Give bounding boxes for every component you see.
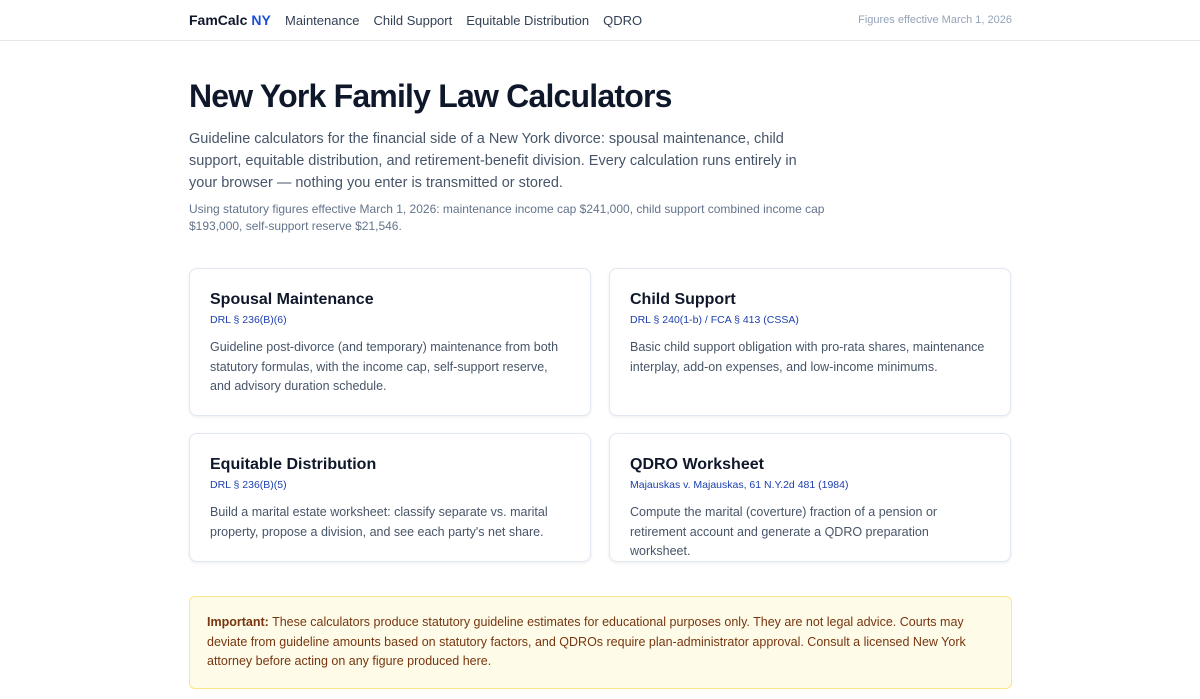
disclaimer-notice: [189, 596, 1012, 689]
card-citation: DRL § 240(1-b) / FCA § 413 (CSSA): [630, 314, 799, 326]
card-child-support[interactable]: [609, 268, 1011, 416]
card-description: Build a marital estate worksheet: classify separate vs. marital property, propose a division, and see each party's net share.: [210, 505, 548, 539]
intro-text: Guideline calculators for the financial side of a New York divorce: spousal maintenance, child support, equitable distribution, and retirement-benefit division. Every calculation runs entirely in your browser — nothing you enter is transmitted or stored.: [189, 131, 797, 191]
card-title: Equitable Distribution: [210, 456, 377, 473]
card-citation: DRL § 236(B)(6): [210, 314, 287, 326]
nav-link-qdro[interactable]: QDRO: [603, 13, 643, 28]
nav-link-maintenance[interactable]: Maintenance: [285, 13, 360, 28]
disclaimer-label: Important:: [207, 615, 269, 629]
brand-name: FamCalc: [189, 12, 248, 28]
card-title: Spousal Maintenance: [210, 291, 374, 308]
nav-link-child-support[interactable]: Child Support: [373, 13, 453, 28]
nav-link-equitable-distribution[interactable]: Equitable Distribution: [466, 13, 590, 28]
card-description: Guideline post-divorce (and temporary) maintenance from both statutory formulas, with the income cap, self-support reserve, and advisory duration schedule.: [210, 340, 559, 393]
statutory-figures-note: Using statutory figures effective March 1, 2026: maintenance income cap $241,000, child support combined income cap $193,000, self-support reserve $21,546.: [189, 202, 825, 233]
top-nav: [0, 0, 1200, 41]
nav-links: [285, 13, 642, 28]
card-description: Basic child support obligation with pro-rata shares, maintenance interplay, add-on expenses, and low-income minimums.: [630, 340, 985, 374]
card-description: Compute the marital (coverture) fraction of a pension or retirement account and generate a QDRO preparation worksheet.: [630, 505, 938, 558]
figures-effective-note: Figures effective March 1, 2026: [858, 14, 1012, 26]
card-equitable-distribution[interactable]: [189, 433, 591, 562]
card-spousal-maintenance[interactable]: [189, 268, 591, 416]
card-title: Child Support: [630, 291, 736, 308]
page-title: New York Family Law Calculators: [189, 78, 672, 114]
brand-accent: NY: [251, 12, 271, 28]
brand-logo[interactable]: [189, 12, 271, 28]
card-qdro-worksheet[interactable]: [609, 433, 1011, 562]
card-citation: DRL § 236(B)(5): [210, 479, 287, 491]
card-citation: Majauskas v. Majauskas, 61 N.Y.2d 481 (1984): [630, 479, 849, 491]
disclaimer-text: These calculators produce statutory guideline estimates for educational purposes only. They are not legal advice. Courts may deviate from guideline amounts based on statutory factors, and QDROs require plan-administrator approval. Consult a licensed New York attorney before acting on any figure produced here.: [207, 615, 966, 668]
card-title: QDRO Worksheet: [630, 456, 764, 473]
